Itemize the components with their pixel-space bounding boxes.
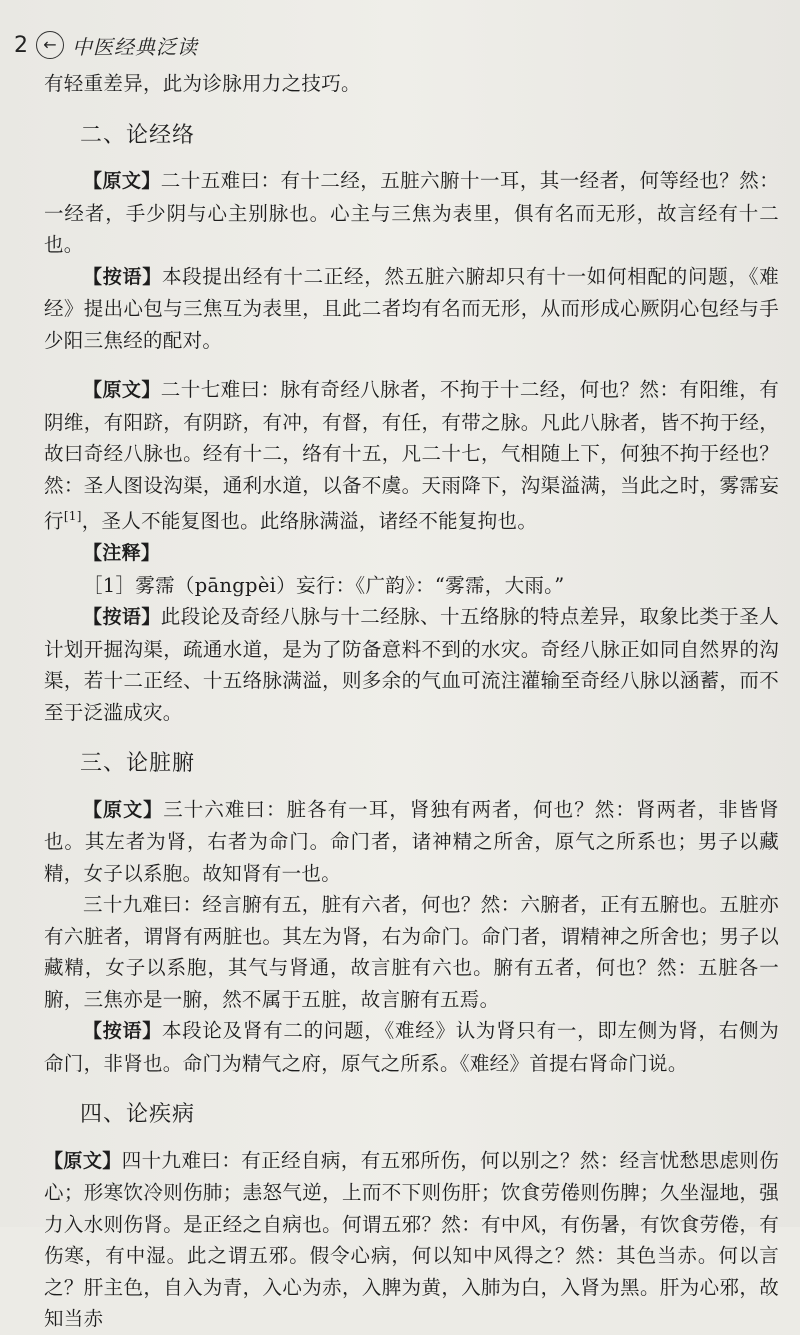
paragraph-text: 二十五难曰：有十二经，五脏六腑十一耳，其一经者，何等经也？然：一经者，手少阴与心主别脉也。心主与三焦为表里，俱有名而无形，故言经有十二也。 [44, 169, 779, 256]
footnote: ［1］雾霈（pāngpèi）妄行：《广韵》：“雾霈，大雨。” [83, 573, 565, 597]
source-tag: 【原文】 [83, 170, 161, 192]
paragraph-text: 二十七难曰：脉有奇经八脉者，不拘于十二经，何也？然：有阳维，有阴维，有阳跻，有阴跻，有冲，有督，有任，有带之脉。凡此八脉者，皆不拘于经，故曰奇经八脉也。经有十二，络有十五，凡二十七，气相随上下，何独不拘于经也？然：圣人图设沟渠，通利水道，以备不虞。天雨降下，沟渠溢满，当此之时，雾霈妄行 [44, 378, 779, 533]
note-heading [44, 537, 779, 570]
paragraph [44, 374, 779, 537]
section-heading-diseases: 四、论疾病 [80, 1102, 196, 1127]
paragraph-text: 本段提出经有十二正经，然五脏六腑却只有十一如何相配的问题，《难经》提出心包与三焦互为表里，且此二者均有名而无形，从而形成心厥阴心包经与手少阳三焦经的配对。 [44, 264, 779, 352]
paragraph-text: ，圣人不能复图也。此络脉满溢，诸经不能复拘也。 [81, 509, 538, 533]
paragraph [44, 165, 779, 261]
paragraph [44, 261, 779, 357]
commentary-tag: 【按语】 [83, 1020, 162, 1042]
paragraph [44, 1015, 779, 1079]
paragraph [44, 794, 779, 890]
paragraph-text: 本段论及肾有二的问题，《难经》认为肾只有一，即左侧为肾，右侧为命门，非肾也。命门为精气之府，原气之所系。《难经》首提右肾命门说。 [44, 1019, 779, 1075]
book-title: 中医经典泛读 [72, 34, 198, 59]
paragraph-text: 此段论及奇经八脉与十二经脉、十五络脉的特点差异，取象比类于圣人计划开掘沟渠，疏通水道，是为了防备意料不到的水灾。奇经八脉正如同自然界的沟渠，若十二正经、十五络脉满溢，则多余的气血可流注灌输至奇经八脉以涵蓄，而不至于泛滥成灾。 [44, 605, 779, 724]
paragraph [44, 601, 779, 728]
commentary-tag: 【按语】 [83, 606, 161, 628]
section-heading-organs: 三、论脏腑 [80, 751, 196, 776]
paragraph-text: 四十九难曰：有正经自病，有五邪所伤，何以别之？然：经言忧愁思虑则伤心；形寒饮冷则伤肺；恚怒气逆，上而不下则伤肝；饮食劳倦则伤脾；久坐湿地，强力入水则伤肾。是正经之自病也。何谓五邪？然：有中风，有伤暑，有饮食劳倦，有伤寒，有中湿。此之谓五邪。假令心病，何以知中风得之？然：其色当赤。何以言之？肝主色，自入为青，入心为赤，入脾为黄，入肺为白，入肾为黑。肝为心邪，故知当赤 [44, 1148, 780, 1330]
paragraph [44, 1145, 779, 1335]
footnote-ref: [1] [63, 509, 82, 523]
annotation-tag: 【注释】 [83, 542, 161, 564]
commentary-tag: 【按语】 [83, 265, 162, 288]
paragraph: 三十九难曰：经言腑有五，脏有六者，何也？然：六腑者，正有五腑也。五脏亦有六脏者，谓肾有两脏也。其左为肾，右为命门。命门者，谓精神之所舍也；男子以藏精，女子以系胞，其气与肾通，故言脏有六也。腑有五者，何也？然：五脏各一腑，三焦亦是一腑，然不属于五脏，故言腑有五焉。 [44, 893, 779, 1011]
source-tag: 【原文】 [83, 379, 161, 401]
page-body [44, 68, 779, 1335]
source-tag: 【原文】 [44, 1149, 122, 1172]
spacer [44, 356, 779, 374]
arrow-left-icon: ← [36, 31, 64, 59]
source-tag: 【原文】 [83, 798, 164, 821]
page-number: 2 [14, 32, 28, 58]
page-header [14, 28, 198, 62]
paragraph-text: 三十六难曰：脏各有一耳，肾独有两者，何也？然：肾两者，非皆肾也。其左者为肾，右者为命门。命门者，诸神精之所舍，原气之所系也；男子以藏精，女子以系胞。故知肾有一也。 [44, 797, 779, 885]
intro-line: 有轻重差异，此为诊脉用力之技巧。 [44, 72, 361, 95]
section-heading-meridians: 二、论经络 [80, 122, 196, 148]
